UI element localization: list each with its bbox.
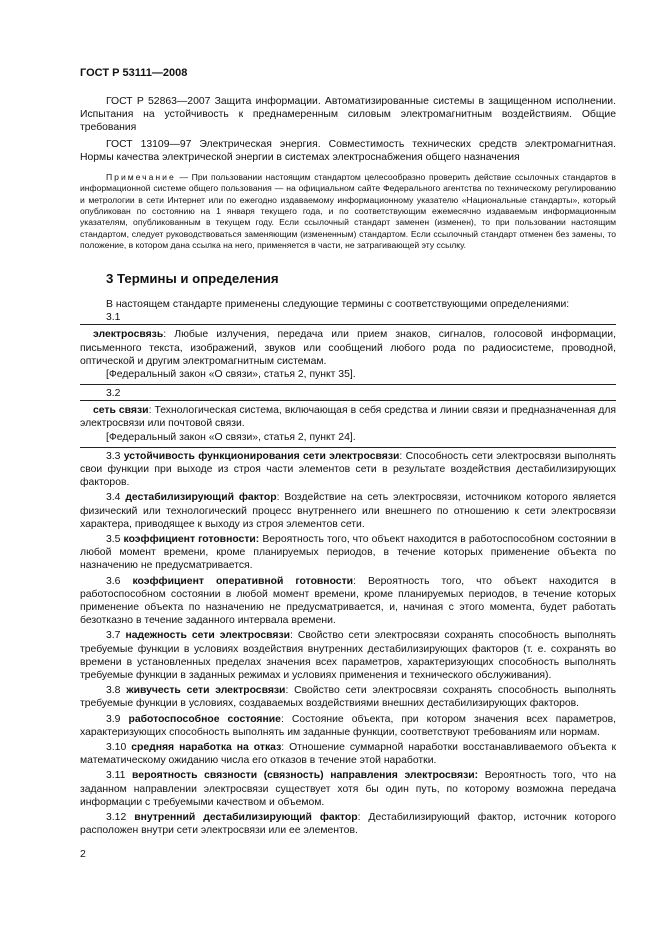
term-name: вероятность связности (связность) направления электросвязи: (132, 770, 479, 782)
term-entry (80, 533, 616, 573)
term-entry (80, 629, 616, 682)
page-content (80, 95, 616, 837)
term-entry (80, 741, 616, 767)
term-number: 3.3 (106, 450, 121, 462)
term-name: средняя наработка на отказ (131, 741, 282, 753)
definition-text (80, 404, 616, 430)
note-text: — При пользовании настоящим стандартом целесообразно проверить действие ссылочных стандартов в информационной системе общего пользования — на официальном сайте Федерального агентства по техническому регулированию и метрологии в сети Интернет или по ежегодно издаваемому информационному указателю «Национальные стандарты», который опубликован по состоянию на 1 января текущего года, и по соответствующим ежемесячно издаваемым информационным указателям, опубликованным в текущем году. Если ссылочный стандарт заменен (изменен), то при пользовании настоящим стандартом, следует руководствоваться заменяющим (измененным) стандартом. Если ссылочный стандарт отменен без замены, то положение, в котором дана ссылка на него, применяется в части, не затрагивающей эту ссылку. (80, 172, 616, 250)
term-number: 3.11 (106, 770, 126, 782)
boxed-definition (80, 324, 616, 385)
term-entry (80, 491, 616, 531)
term-name: живучесть сети электросвязи (126, 685, 286, 697)
page-number: 2 (80, 849, 86, 860)
reference-gost-52863: ГОСТ Р 52863—2007 Защита информации. Автоматизированные системы в защищенном исполнении. Испытания на устойчивость к преднамеренным силовым электромагнитным воздействиям. Общие требования (80, 96, 616, 134)
term-definition: : Свойство сети электросвязи сохранять способность выполнять требуемые функции в условиях воздействия внутренних дестабилизирующих факторов (т. е. сохранять во времени в установленных пределах значения всех параметров, характеризующих способность выполнять требуемые функции в заданных режимах и условиях применения и технического обслуживания). (80, 630, 616, 681)
term-name: надежность сети электросвязи (125, 630, 290, 642)
term-entry (80, 450, 616, 490)
term-number: 3.2 (106, 388, 121, 400)
term-name: коэффициент готовности: (123, 533, 260, 545)
term-entry (80, 684, 616, 710)
term-number: 3.10 (106, 741, 127, 753)
boxed-definition (80, 400, 616, 448)
term-definition: : Воздействие на сеть электросвязи, источником которого является физический или технологический процесс внутреннего или внешнего по отношению к сети электросвязи характера, приводящее к выходу из строя элементов сети. (80, 492, 617, 530)
term-entry (80, 811, 616, 837)
term-name: устойчивость функционирования сети электросвязи (123, 450, 400, 462)
term-definition: : Способность сети электросвязи выполнять свои функции при выходе из строя части элементов сети в результате воздействия дестабилизирующих факторов. (80, 450, 616, 489)
term-name: дестабилизирующий фактор (125, 492, 277, 504)
note-paragraph (80, 172, 616, 251)
term-number: 3.4 (106, 492, 121, 504)
term-definition: : Технологическая система, включающая в себя средства и линии связи и предназначенная для электросвязи или почтовой связи. (80, 405, 617, 430)
term-number: 3.8 (106, 685, 121, 697)
term-number: 3.6 (106, 575, 121, 587)
section-intro: В настоящем стандарте применены следующие термины с соответствующими определениями: (106, 299, 570, 311)
term-entry (80, 769, 616, 809)
definition-source: [Федеральный закон «О связи», статья 2, пункт 24]. (106, 431, 356, 443)
term-definition: : Дестабилизирующий фактор, источник которого расположен внутри сети электросвязи или ее элементов. (80, 812, 616, 837)
section-heading: 3 Термины и определения (106, 271, 279, 287)
term-definition: : Свойство сети электросвязи сохранять способность выполнять требуемые функции в условиях, создаваемых воздействиями внешних дестабилизирующих факторов. (80, 685, 616, 710)
term-number: 3.7 (106, 630, 121, 642)
term-definition: : Вероятность того, что объект находится в работоспособном состоянии в любой момент времени, кроме планируемых периодов, в течение которых применение объекта по назначению не предусматривается, и, начиная с этого момента, будет работать безотказно в течение заданного интервала времени. (80, 575, 617, 627)
term-name: работоспособное состояние (128, 713, 281, 725)
definition-text (80, 328, 616, 368)
definition-source: [Федеральный закон «О связи», статья 2, пункт 35]. (106, 368, 356, 380)
term-number: 3.1 (106, 312, 121, 324)
term-definition: Вероятность того, что объект находится в работоспособном состоянии в любой момент времени, кроме планируемых периодов, в течение которых применение объекта по назначению не предусматривается. (80, 533, 617, 572)
term-definition: : Отношение суммарной наработки восстанавливаемого объекта к математическому ожиданию числа его отказов в течение этой наработки. (80, 741, 616, 767)
term-definition: : Состояние объекта, при котором значения всех параметров, характеризующих способность выполнять им заданные функции, соответствуют требованиям или нормам. (80, 713, 617, 738)
term-name: электросвязь (93, 329, 164, 341)
term-number: 3.12 (106, 812, 127, 823)
term-number: 3.5 (106, 533, 121, 545)
term-name: сеть связи (93, 405, 149, 417)
term-number: 3.9 (106, 713, 121, 725)
reference-gost-13109: ГОСТ 13109—97 Электрическая энергия. Совместимость технических средств электромагнитная. Нормы качества электрической энергии в системах электроснабжения общего назначения (80, 138, 616, 163)
term-name: внутренний дестабилизирующий фактор (134, 812, 358, 823)
term-definition: : Любые излучения, передача или прием знаков, сигналов, голосовой информации, письменного текста, изображений, звуков или сообщений любого рода по радиосистеме, проводной, оптической и другим электромагнитным системам. (80, 329, 616, 367)
term-definition: Вероятность того, что на заданном направлении электросвязи существует хотя бы один путь, по которому возможна передача информации с требуемыми качеством и объемом. (80, 770, 616, 808)
term-entry (80, 575, 616, 628)
term-name: коэффициент оперативной готовности (132, 575, 354, 587)
document-header: ГОСТ Р 53111—2008 (80, 67, 188, 79)
note-label: Примечание (106, 172, 176, 183)
term-entry (80, 713, 616, 739)
